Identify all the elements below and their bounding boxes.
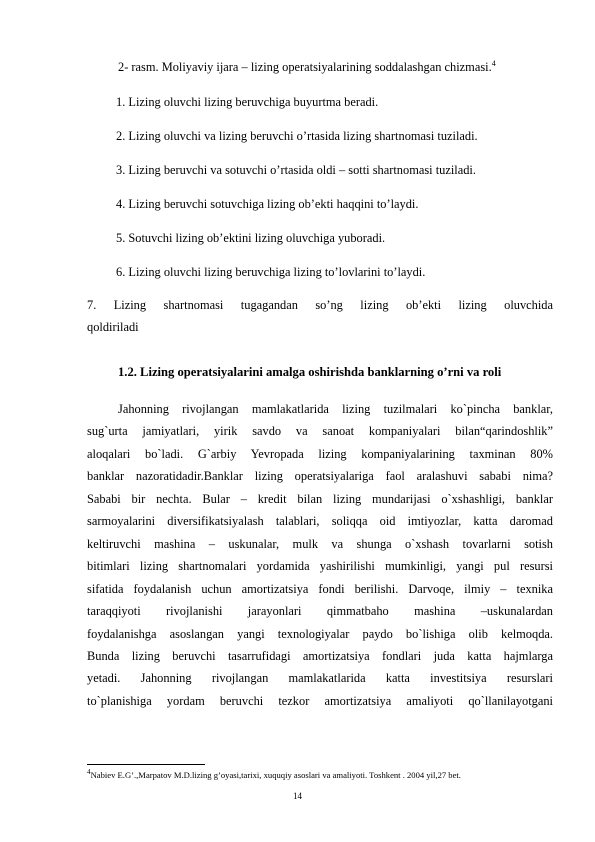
footnote <box>87 767 555 781</box>
caption-text: 2- rasm. Moliyaviy ijara – lizing operatsiyalarining soddalashgan chizmasi. <box>118 60 492 74</box>
footnote-number: 4 <box>87 768 91 776</box>
footnote-divider <box>87 764 205 765</box>
paragraph-line: sifatida foydalanish uchun amortizatsiya fondi berilishi. Darvoqe, ilmiy – texnika <box>87 581 553 596</box>
list-item: 2. Lizing oluvchi va lizing beruvchi o’rtasida lizing shartnomasi tuziladi. <box>116 129 478 143</box>
paragraph-line: aloqalari bo`ladi. G`arbiy Yevropada lizing kompaniyalarining taxminan 80% <box>87 446 553 461</box>
figure-caption <box>118 60 496 75</box>
footnote-text: Nabiev E.G’.,Marpatov M.D.lizing g’oyasi,tarixi, xuquqiy asoslari va amaliyoti. Toshkent . 2004 yil,27 bet. <box>90 769 461 780</box>
paragraph-line: to`planishiga yordam beruvchi tezkor amortizatsiya amaliyoti qo`llanilayotgani <box>87 693 553 708</box>
paragraph-line: sarmoyalarini diversifikatsiyalash talablari, soliqqa oid imtiyozlar, katta daromad <box>87 514 553 529</box>
section-heading: 1.2. Lizing operatsiyalarini amalga oshirishda banklarning o’rni va roli <box>118 365 502 379</box>
paragraph-line: taraqqiyoti rivojlanishi jarayonlari qimmatbaho mashina –uskunalardan <box>87 604 553 619</box>
list-item: 3. Lizing beruvchi va sotuvchi o’rtasida oldi – sotti shartnomasi tuziladi. <box>116 163 476 177</box>
page-number: 14 <box>293 791 302 801</box>
footnote-reference: 4 <box>491 58 496 68</box>
list-item: 6. Lizing oluvchi lizing beruvchiga lizing to’lovlarini to’laydi. <box>116 265 426 279</box>
list-item-7-continuation: qoldiriladi <box>87 320 139 334</box>
paragraph-line: yetadi. Jahonning rivojlangan mamlakatlarida katta investitsiya resurslari <box>87 671 553 686</box>
list-item: 5. Sotuvchi lizing ob’ektini lizing oluvchiga yuboradi. <box>116 231 386 245</box>
paragraph-line: Jahonning rivojlangan mamlakatlarida lizing tuzilmalari ko`pincha banklar, <box>118 402 553 416</box>
body-paragraph <box>87 398 553 712</box>
paragraph-line: banklar nazoratidadir.Banklar lizing operatsiyalariga faol aralashuvi sababi nima? <box>87 469 553 484</box>
paragraph-line: foydalanishga asoslangan yangi texnologiyalar paydo bo`lishiga olib kelmoqda. <box>87 626 553 641</box>
paragraph-line: keltiruvchi mashina – uskunalar, mulk va shunga o`xshash tovarlarni sotish <box>87 536 553 551</box>
list-item: 4. Lizing beruvchi sotuvchiga lizing ob’ekti haqqini to’laydi. <box>116 197 419 211</box>
list-item: 1. Lizing oluvchi lizing beruvchiga buyurtma beradi. <box>116 95 379 109</box>
paragraph-line: Sababi bir nechta. Bular – kredit bilan lizing mundarijasi o`xshashligi, banklar <box>87 491 553 506</box>
list-item-7: 7. Lizing shartnomasi tugagandan so’ng lizing ob’ekti lizing oluvchida <box>87 298 553 312</box>
paragraph-line: bitimlari lizing shartnomalari yordamida yashirilishi mumkinligi, yangi pul resursi <box>87 559 553 574</box>
paragraph-line: Bunda lizing beruvchi tasarrufidagi amortizatsiya fondlari juda katta hajmlarga <box>87 648 553 663</box>
paragraph-line: sug`urta jamiyatlari, yirik savdo va sanoat kompaniyalari bilan“qarindoshlik” <box>87 424 553 439</box>
